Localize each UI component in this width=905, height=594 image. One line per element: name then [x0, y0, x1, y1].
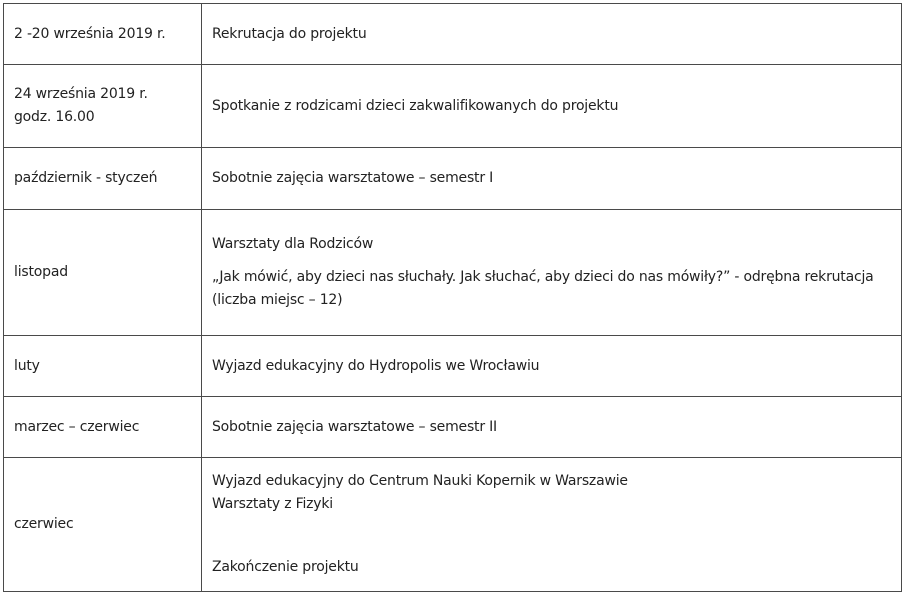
date-text: marzec – czerwiec — [14, 418, 140, 435]
table-row — [4, 65, 902, 148]
date-text: 24 września 2019 r. — [14, 86, 148, 102]
date-text: 2 -20 września 2019 r. — [14, 25, 166, 42]
spacer — [212, 516, 891, 556]
date-cell — [4, 148, 202, 210]
date-text: luty — [14, 357, 40, 374]
table-row — [4, 458, 902, 592]
description-text: Wyjazd edukacyjny do Hydropolis we Wrocławiu — [212, 357, 540, 374]
workshop-subtitle: „Jak mówić, aby dzieci nas słuchały. Jak słuchać, aby dzieci do nas mówiły?” - odrębna rekrutacja — [212, 269, 874, 285]
description-text: Zakończenie projektu — [212, 559, 359, 575]
description-cell — [202, 397, 902, 458]
date-text: październik - styczeń — [14, 170, 158, 186]
table-row — [4, 210, 902, 336]
date-cell — [4, 336, 202, 397]
description-text: Wyjazd edukacyjny do Centrum Nauki Kopernik w Warszawie — [212, 473, 628, 489]
description-cell — [202, 458, 902, 592]
description-text: Rekrutacja do projektu — [212, 25, 367, 42]
table-row — [4, 148, 902, 210]
description-cell — [202, 4, 902, 65]
date-cell — [4, 458, 202, 592]
table-row — [4, 397, 902, 458]
description-text: Spotkanie z rodzicami dzieci zakwalifikowanych do projektu — [212, 97, 619, 114]
date-cell — [4, 397, 202, 458]
table-row — [4, 4, 902, 65]
workshop-capacity: (liczba miejsc – 12) — [212, 292, 343, 308]
description-text: Sobotnie zajęcia warsztatowe – semestr II — [212, 418, 497, 435]
date-cell — [4, 4, 202, 65]
description-cell — [202, 210, 902, 336]
description-cell — [202, 65, 902, 148]
workshop-title: Warsztaty dla Rodziców — [212, 236, 374, 252]
table-row — [4, 336, 902, 397]
date-cell — [4, 210, 202, 336]
date-text: czerwiec — [14, 516, 74, 532]
date-cell — [4, 65, 202, 148]
description-text: Sobotnie zajęcia warsztatowe – semestr I — [212, 170, 494, 186]
schedule-table — [3, 3, 902, 592]
description-cell — [202, 148, 902, 210]
time-text: godz. 16.00 — [14, 109, 95, 125]
description-cell — [202, 336, 902, 397]
spacer — [212, 256, 891, 266]
date-text: listopad — [14, 264, 68, 280]
description-text: Warsztaty z Fizyki — [212, 496, 333, 512]
